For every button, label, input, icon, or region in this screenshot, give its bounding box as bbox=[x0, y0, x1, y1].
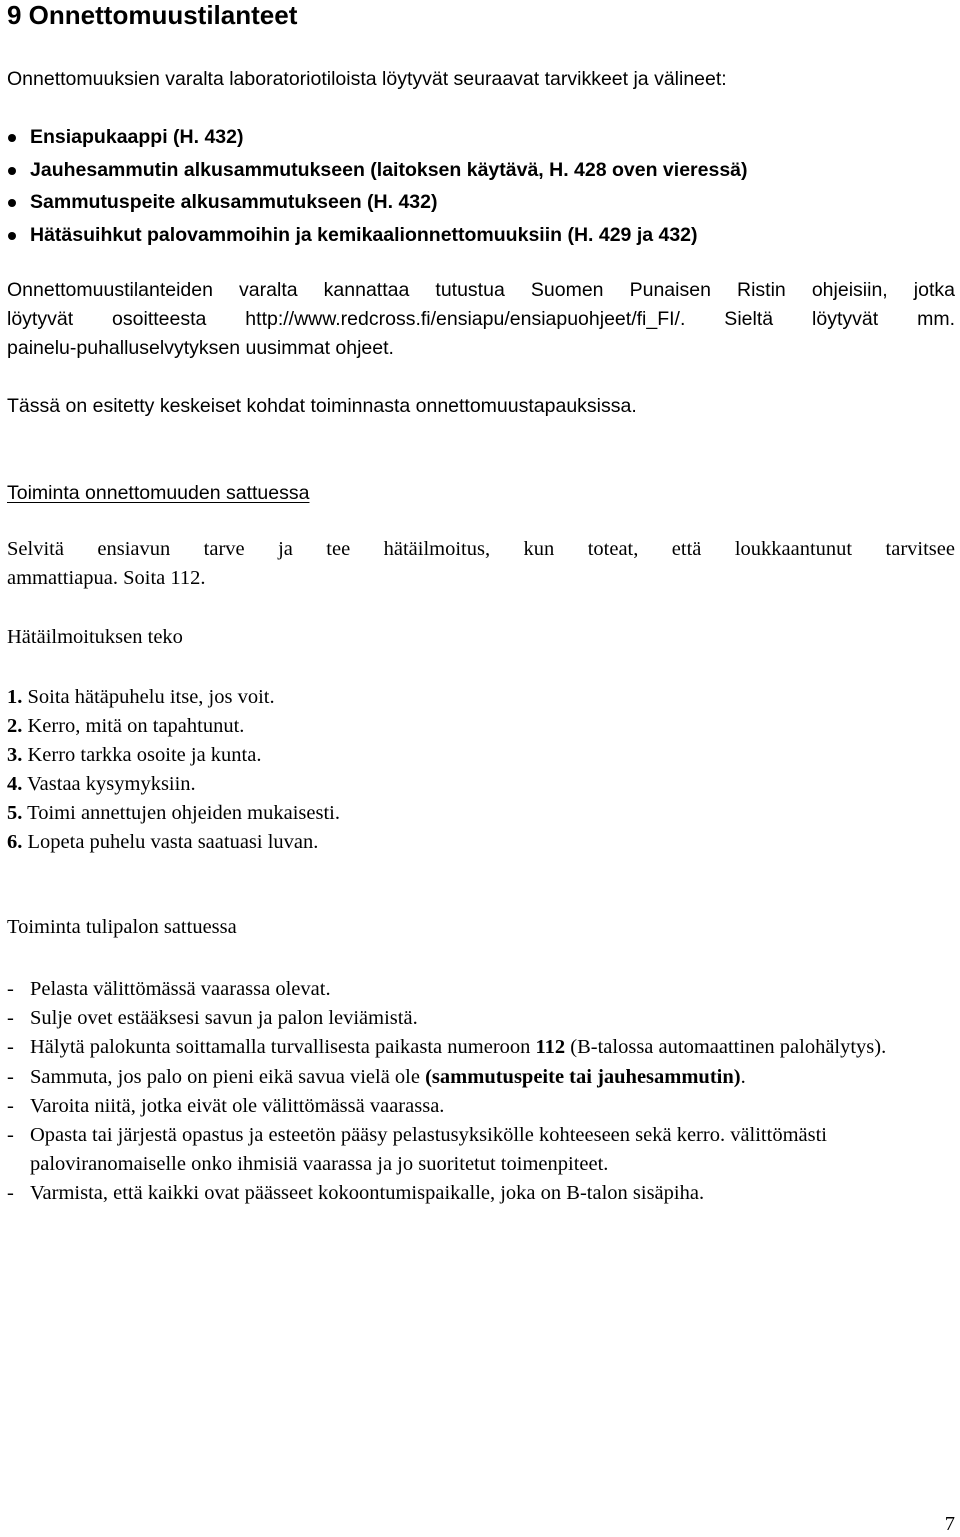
page-number: 7 bbox=[944, 1513, 955, 1535]
list-item: 1. Soita hätäpuhelu itse, jos voit. bbox=[7, 686, 275, 708]
list-item: Jauhesammutin alkusammutukseen (laitoksen käytävä, H. 428 oven vieressä) bbox=[7, 160, 748, 193]
list-item: - Opasta tai järjestä opastus ja esteetön pääsy pelastusyksikölle kohteeseen sekä kerro. välittömästi paloviranomaiselle onko ihmisiä vaarassa ja jo suoritetut toimenpiteet. bbox=[7, 1124, 827, 1176]
list-item: 4. Vastaa kysymyksiin. bbox=[7, 773, 196, 795]
list-item: Ensiapukaappi (H. 432) bbox=[7, 127, 748, 160]
intro-paragraph: Onnettomuuksien varalta laboratoriotiloista löytyvät seuraavat tarvikkeet ja välineet: bbox=[7, 68, 727, 90]
bullet-icon bbox=[8, 134, 16, 142]
accident-section-title: Toiminta onnettomuuden sattuessa bbox=[7, 482, 310, 504]
fire-section-title: Toiminta tulipalon sattuessa bbox=[7, 916, 237, 938]
list-item: Sammutuspeite alkusammutukseen (H. 432) bbox=[7, 192, 748, 225]
list-item: 6. Lopeta puhelu vasta saatuasi luvan. bbox=[7, 831, 319, 853]
bullet-icon bbox=[8, 199, 16, 207]
list-item: - Hälytä palokunta soittamalla turvallisesta paikasta numeroon 112 (B-talossa automaattinen palohälytys). bbox=[7, 1036, 887, 1059]
bullet-icon bbox=[8, 232, 16, 240]
list-item: - Sammuta, jos palo on pieni eikä savua vielä ole (sammutuspeite tai jauhesammutin). bbox=[7, 1065, 746, 1088]
list-item: Hätäsuihkut palovammoihin ja kemikaalionnettomuuksiin (H. 429 ja 432) bbox=[7, 225, 748, 258]
emergency-call-steps bbox=[7, 687, 340, 861]
emergency-call-subtitle: Hätäilmoituksen teko bbox=[7, 626, 183, 648]
accident-text-line-2: ammattiapua. Soita 112. bbox=[7, 567, 206, 589]
red-cross-line-2: löytyvät osoitteesta http://www.redcross.fi/ensiapu/ensiapuohjeet/fi_FI/. Sieltä löytyvät mm. bbox=[7, 308, 955, 330]
summary-paragraph: Tässä on esitetty keskeiset kohdat toiminnasta onnettomuustapauksissa. bbox=[7, 395, 637, 417]
fire-instructions-list bbox=[7, 975, 957, 1209]
section-heading: 9 Onnettomuustilanteet bbox=[7, 0, 298, 30]
bullet-icon bbox=[8, 167, 16, 175]
list-item: - Sulje ovet estääksesi savun ja palon leviämistä. bbox=[7, 1007, 418, 1030]
list-item: - Varmista, että kaikki ovat päässeet kokoontumispaikalle, joka on B-talon sisäpiha. bbox=[7, 1182, 705, 1205]
list-item: - Pelasta välittömässä vaarassa olevat. bbox=[7, 978, 331, 1000]
list-item: 3. Kerro tarkka osoite ja kunta. bbox=[7, 744, 262, 766]
list-item: 5. Toimi annettujen ohjeiden mukaisesti. bbox=[7, 802, 340, 824]
equipment-list bbox=[7, 127, 748, 257]
red-cross-line-1: Onnettomuustilanteiden varalta kannattaa tutustua Suomen Punaisen Ristin ohjeisiin, jotka bbox=[7, 279, 955, 301]
list-item: - Varoita niitä, jotka eivät ole välittömässä vaarassa. bbox=[7, 1094, 445, 1117]
accident-text-line-1: Selvitä ensiavun tarve ja tee hätäilmoitus, kun toteat, että loukkaantunut tarvitsee bbox=[7, 538, 955, 560]
red-cross-line-3: painelu-puhalluselvytyksen uusimmat ohjeet. bbox=[7, 337, 394, 359]
list-item: 2. Kerro, mitä on tapahtunut. bbox=[7, 715, 245, 737]
